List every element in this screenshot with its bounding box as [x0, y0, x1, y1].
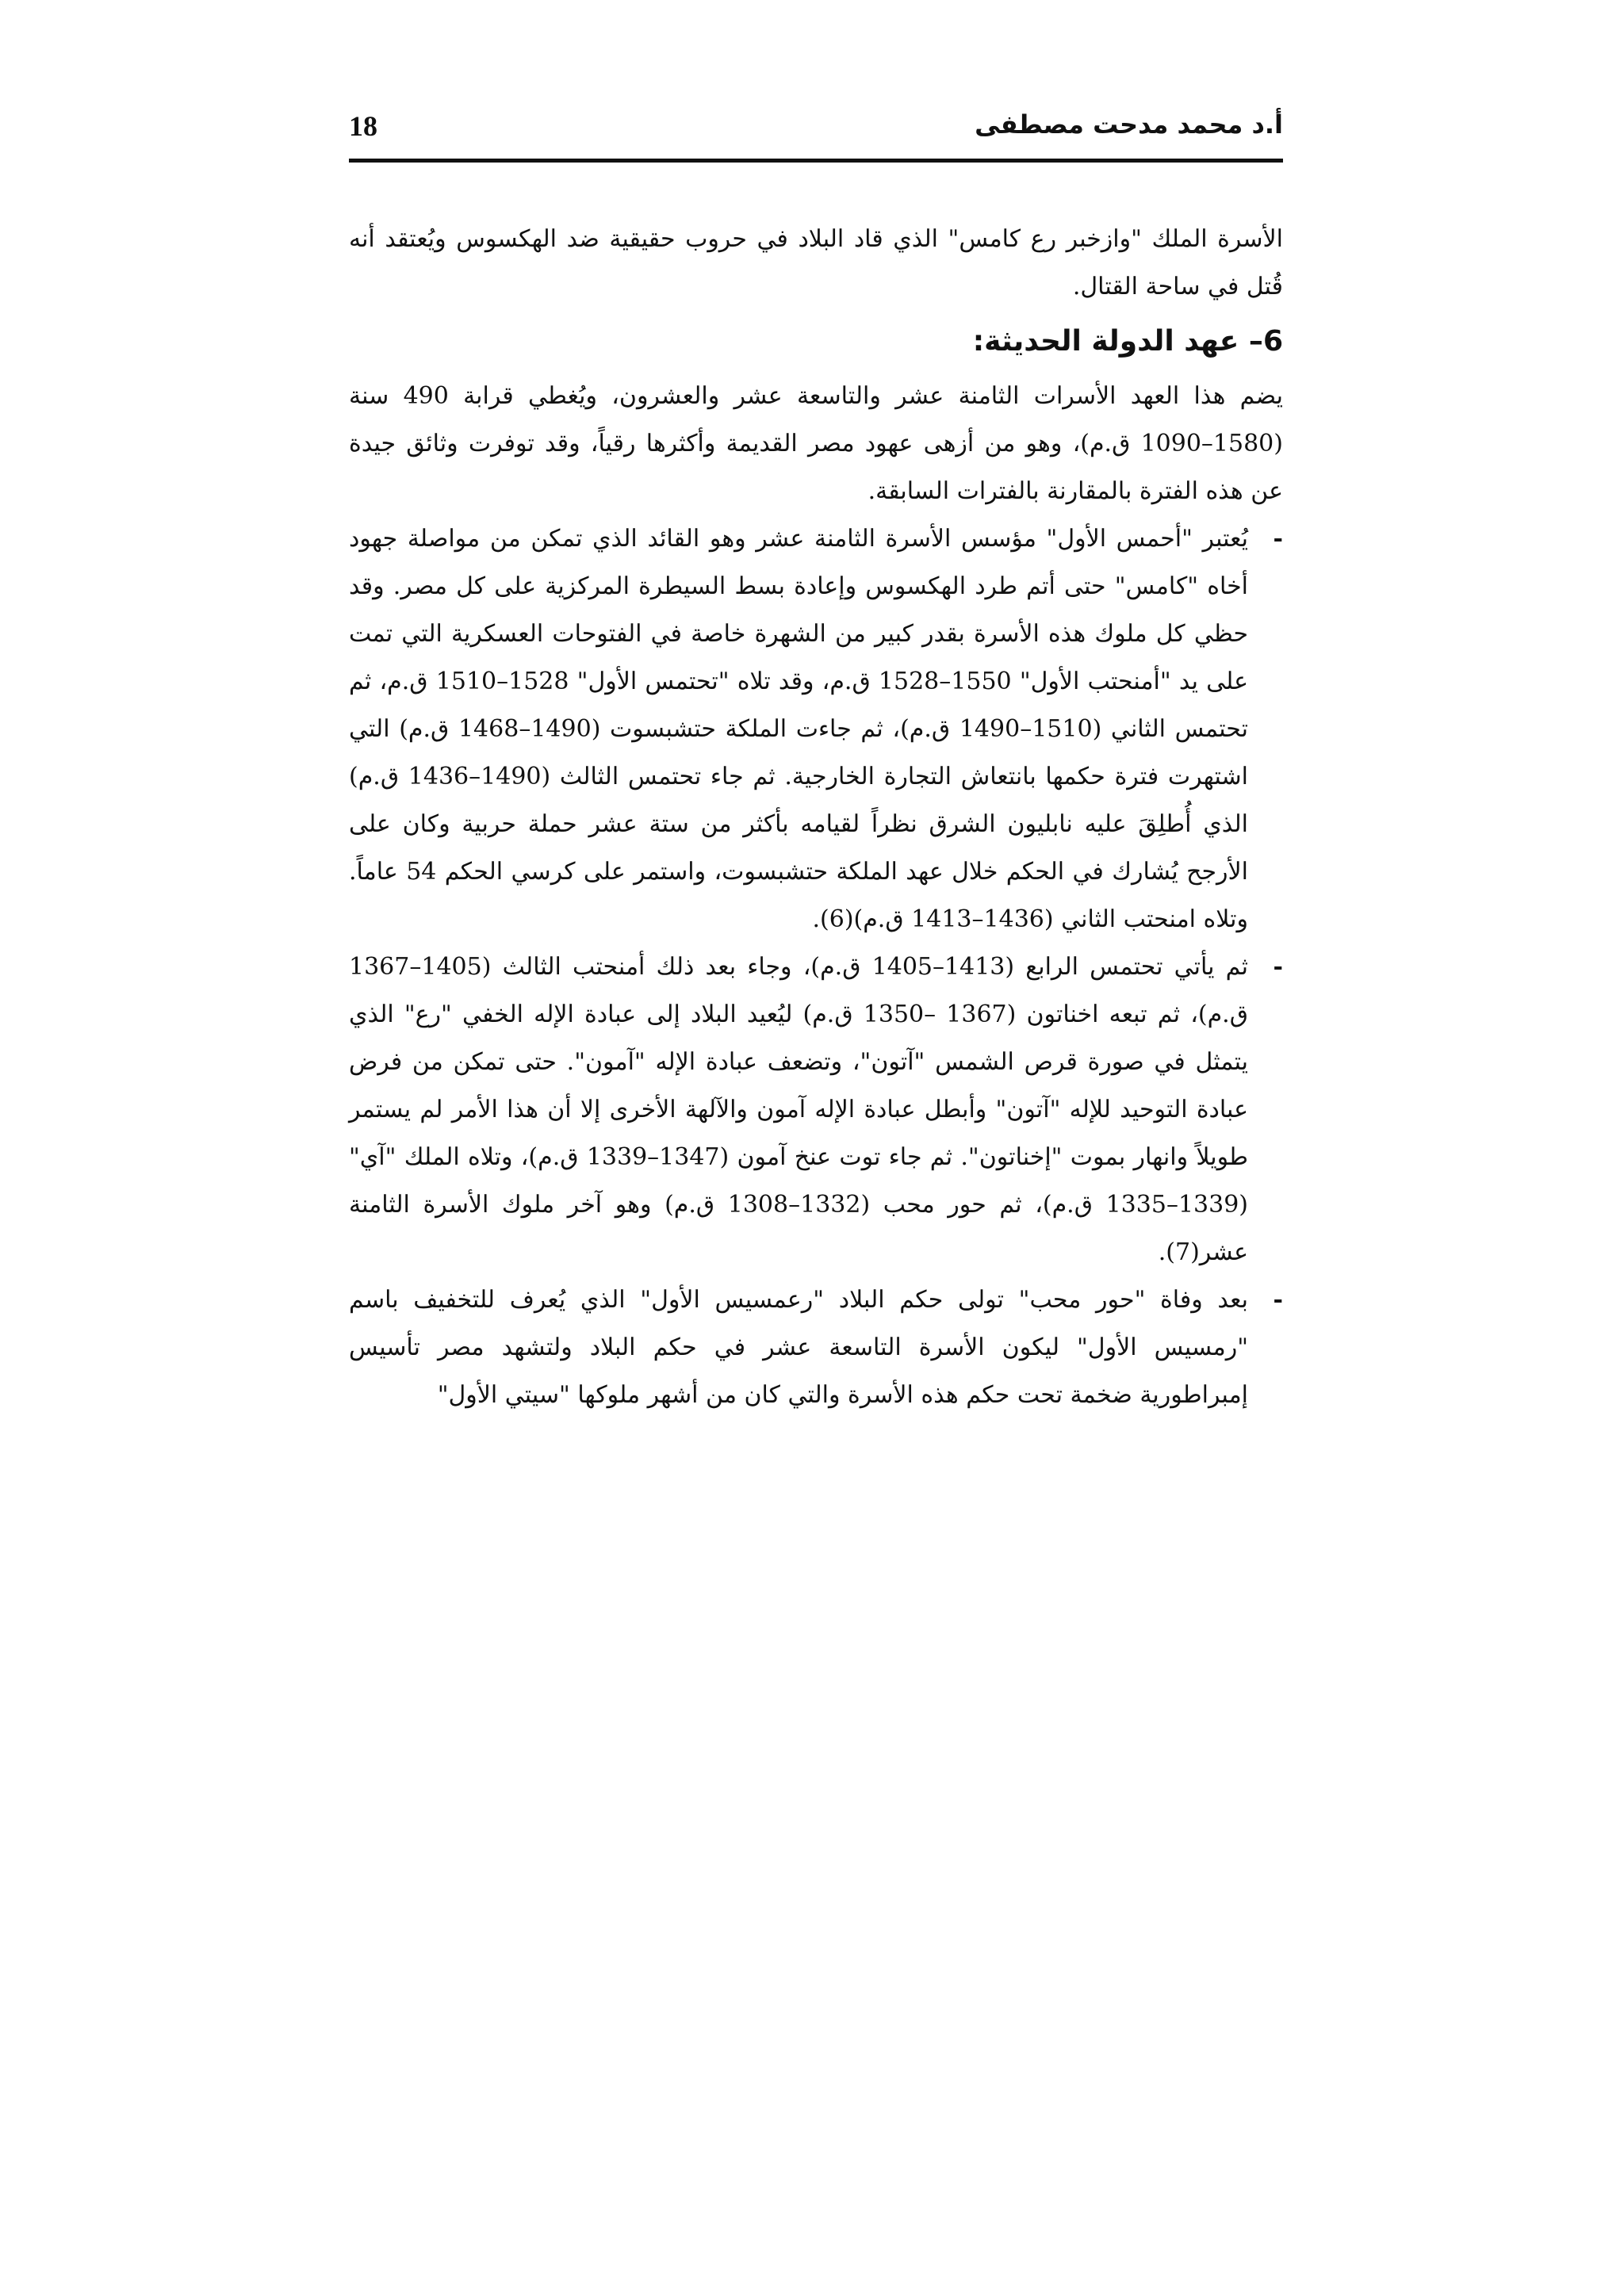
bullet-item	[349, 943, 1283, 1276]
bullet-dash: -	[1273, 953, 1283, 981]
section-paragraph: يضم هذا العهد الأسرات الثامنة عشر والتاسعة عشر والعشرون، ويُغطي قرابة 490 سنة (1580–1090 ق.م)، وهو من أزهى عهود مصر القديمة وأكثرها رقياً، وقد توفرت وثائق جيدة عن هذه الفترة بالمقارنة بالفترات السابقة.	[349, 382, 1284, 505]
bullet-text: يُعتبر "أحمس الأول" مؤسس الأسرة الثامنة عشر وهو القائد الذي تمكن من مواصلة جهود أخاه "كامس" حتى أتم طرد الهكسوس وإعادة بسط السيطرة المركزية على كل مصر. وقد حظي كل ملوك هذه الأسرة بقدر كبير من الشهرة خاصة في الفتوحات العسكرية التي تمت على يد "أمنحتب الأول" 1550–1528 ق.م، وقد تلاه "تحتمس الأول" 1528–1510 ق.م، ثم تحتمس الثاني (1510–1490 ق.م)، ثم جاءت الملكة حتشبسوت (1490–1468 ق.م) التي اشتهرت فترة حكمها بانتعاش التجارة الخارجية. ثم جاء تحتمس الثالث (1490–1436 ق.م) الذي أُطلِقَ عليه نابليون الشرق نظراً لقيامه بأكثر من ستة عشر حملة حربية وكان على الأرجح يُشارك في الحكم خلال عهد الملكة حتشبسوت، واستمر على كرسي الحكم 54 عاماً. وتلاه امنحتب الثاني (1436–1413 ق.م)(6).	[349, 525, 1249, 933]
running-head-author: أ.د محمد مدحت مصطفى	[975, 109, 1283, 140]
section-heading: 6– عهد الدولة الحديثة:	[972, 325, 1283, 358]
intro-paragraph: الأسرة الملك "وازخبر رع كامس" الذي قاد البلاد في حروب حقيقية ضد الهكسوس ويُعتقد أنه قُتل في ساحة القتال.	[349, 225, 1283, 300]
bullet-text: ثم يأتي تحتمس الرابع (1413–1405 ق.م)، وجاء بعد ذلك أمنحتب الثالث (1405–1367 ق.م)، ثم تبعه اخناتون (1367 –1350 ق.م) ليُعيد البلاد إلى عبادة الإله الخفي "رع" الذي يتمثل في صورة قرص الشمس "آتون"، وتضعف عبادة الإله "آمون". حتى تمكن من فرض عبادة التوحيد للإله "آتون" وأبطل عبادة الإله آمون والآلهة الأخرى إلا أن هذا الأمر لم يستمر طويلاً وانهار بموت "إخناتون". ثم جاء توت عنخ آمون (1347–1339 ق.م)، وتلاه الملك "آي" (1339–1335 ق.م)، ثم حور محب (1332–1308 ق.م) وهو آخر ملوك الأسرة الثامنة عشر(7).	[349, 953, 1249, 1266]
bullet-dash: -	[1273, 1286, 1283, 1314]
bullet-item	[349, 515, 1283, 943]
bullet-dash: -	[1273, 525, 1283, 553]
page-header	[349, 103, 1283, 152]
bullet-item	[349, 1276, 1283, 1419]
bullet-text: بعد وفاة "حور محب" تولى حكم البلاد "رعمسيس الأول" الذي يُعرف للتخفيف باسم "رمسيس الأول" ليكون الأسرة التاسعة عشر في حكم البلاد ولتشهد مصر تأسيس إمبراطورية ضخمة تحت حكم هذه الأسرة والتي كان من أشهر ملوكها "سيتي الأول"	[349, 1286, 1248, 1409]
header-divider	[349, 159, 1283, 163]
body-text	[349, 216, 1283, 1419]
page-number: 18	[349, 110, 377, 142]
